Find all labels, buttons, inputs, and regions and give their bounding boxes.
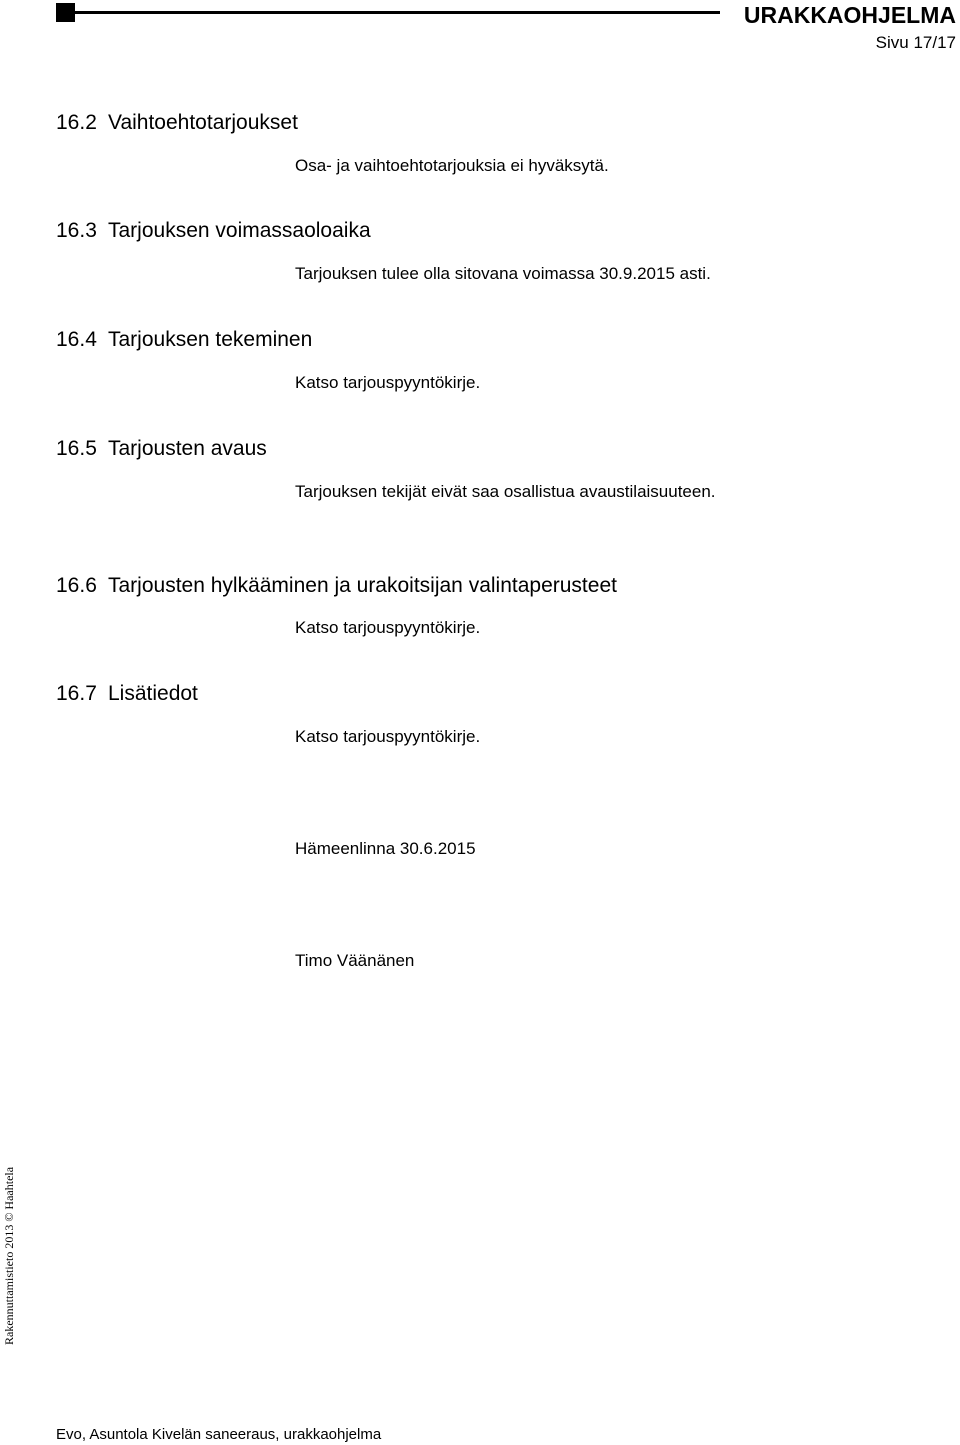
section-number: 16.4 [56,328,97,351]
section-number: 16.2 [56,111,97,134]
section-heading [56,574,617,598]
section-title: Tarjouksen tekeminen [108,328,313,351]
page-footer: Evo, Asuntola Kivelän saneeraus, urakkaohjelma [56,1426,382,1443]
section-heading [56,219,371,243]
signatory-name: Timo Väänänen [295,951,415,970]
place-and-date: Hämeenlinna 30.6.2015 [295,839,476,858]
page-number: Sivu 17/17 [875,33,956,52]
section-heading [56,111,298,135]
section-number: 16.6 [56,574,97,597]
section-text: Tarjouksen tulee olla sitovana voimassa 30.9.2015 asti. [295,264,711,283]
section-text: Katso tarjouspyyntökirje. [295,373,481,392]
section-title: Tarjousten hylkääminen ja urakoitsijan valintaperusteet [108,574,617,597]
header-rule [75,11,720,14]
section-heading [56,328,312,352]
section-number: 16.5 [56,437,97,460]
section-heading [56,437,267,461]
section-title: Lisätiedot [108,682,198,705]
section-number: 16.3 [56,219,97,242]
section-text: Osa- ja vaihtoehtotarjouksia ei hyväksytä. [295,156,609,175]
header-square-mark [56,3,75,22]
section-text: Katso tarjouspyyntökirje. [295,618,481,637]
section-text: Katso tarjouspyyntökirje. [295,727,481,746]
section-number: 16.7 [56,682,97,705]
section-title: Vaihtoehtotarjoukset [108,111,298,134]
section-text: Tarjouksen tekijät eivät saa osallistua avaustilaisuuteen. [295,482,716,501]
section-heading [56,682,198,706]
document-title: URAKKAOHJELMA [743,2,956,28]
section-title: Tarjouksen voimassaoloaika [108,219,371,242]
section-title: Tarjousten avaus [108,437,267,460]
side-copyright-note: Rakennuttamistieto 2013 © Haahtela [2,1166,16,1345]
